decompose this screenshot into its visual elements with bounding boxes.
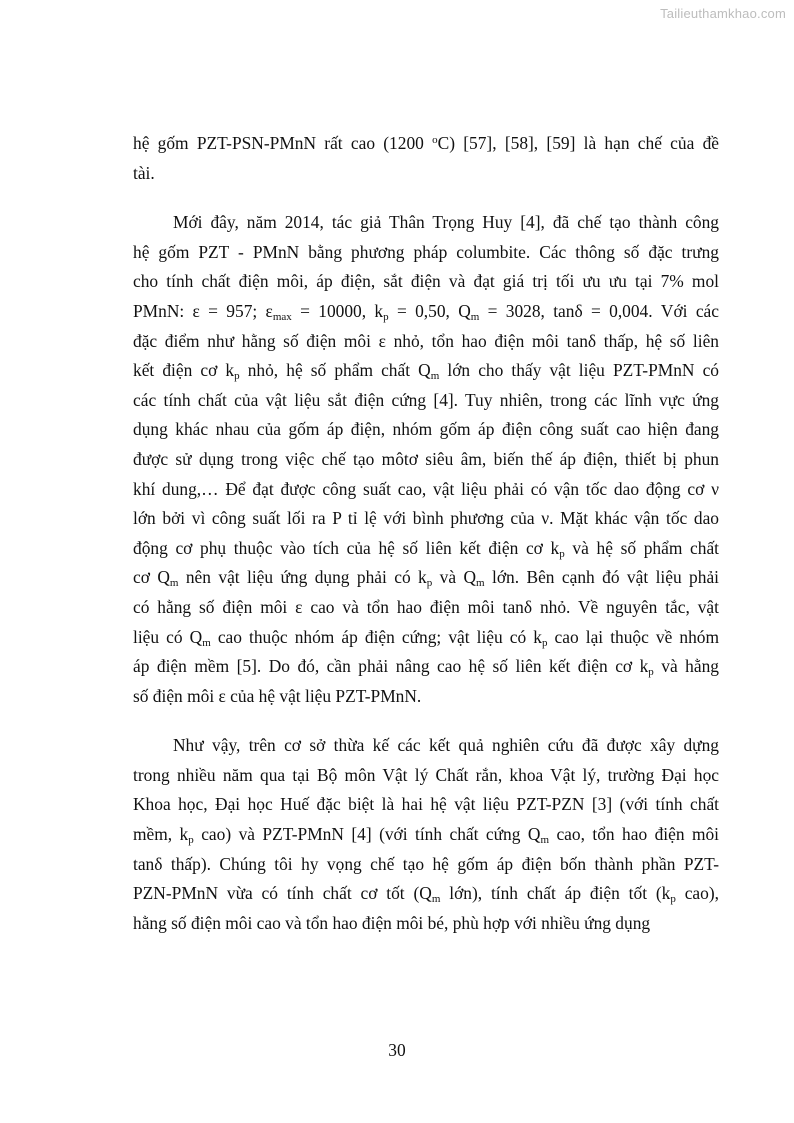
text-line: khí dung,… Để đạt được công suất cao, vật liệu phải có vận tốc dao động cơ ν: [133, 478, 719, 499]
superscript: o: [432, 134, 438, 146]
subscript: max: [272, 310, 292, 323]
text-line: Khoa học, Đại học Huế đặc biệt là hai hệ vật liệu PZT-PZN [3] (với tính chất: [133, 794, 719, 815]
text-line: số điện môi ε của hệ vật liệu PZT-PMnN.: [133, 685, 422, 706]
subscript: m: [470, 310, 480, 323]
text-line: các tính chất của vật liệu sắt điện cứng [4]. Tuy nhiên, trong các lĩnh vực ứng: [133, 389, 719, 410]
text-line: hệ gốm PZT - PMnN bằng phương pháp columbite. Các thông số đặc trưng: [133, 241, 719, 262]
text-line: áp điện mềm [5]. Do đó, cần phải nâng cao hệ số liên kết điện cơ $k_p$ và hằng: [133, 656, 719, 679]
text-line: có hằng số điện môi ε cao và tổn hao điện môi tanδ nhỏ. Về nguyên tắc, vật: [133, 596, 719, 617]
paragraph: [133, 208, 719, 711]
text-line: cho tính chất điện môi, áp điện, sắt điện và đạt giá trị tối ưu ưu tại 7% mol: [133, 271, 719, 292]
text-line: PMnN: ε = 957; $\varepsilon_{max} = 10000$, $k_p = 0,50$, $Q_m = 3028$, tanδ = 0,004. Với các: [133, 300, 719, 323]
text-line: Mới đây, năm 2014, tác giả Thân Trọng Huy [4], đã chế tạo thành công: [173, 212, 719, 233]
text-line: liệu có $Q_m$ cao thuộc nhóm áp điện cứng; vật liệu có $k_p$ cao lại thuộc về nhóm: [133, 626, 720, 649]
text-line: cơ $Q_m$ nên vật liệu ứng dụng phải có $k_p$ và $Q_m$ lớn. Bên cạnh đó vật liệu phải: [133, 567, 719, 590]
text-line: kết điện cơ $k_p$ nhỏ, hệ số phẩm chất $Q_m$ lớn cho thấy vật liệu PZT-PMnN có: [133, 360, 719, 383]
text-line: đặc điểm như hằng số điện môi ε nhỏ, tổn hao điện môi tanδ thấp, hệ số liên: [133, 330, 719, 351]
paragraph: [133, 731, 719, 938]
subscript: m: [430, 370, 440, 383]
text-line: hằng số điện môi cao và tổn hao điện môi bé, phù hợp với nhiều ứng dụng: [133, 912, 651, 933]
text-line: tài.: [133, 162, 155, 183]
subscript: p: [541, 636, 548, 649]
text-line: hệ gốm PZT-PSN-PMnN rất cao (1200 $^o$C) [57], [58], [59] là hạn chế của đề: [133, 133, 719, 153]
subscript: p: [426, 577, 433, 590]
subscript: m: [431, 893, 441, 906]
text-line: động cơ phụ thuộc vào tích của hệ số liên kết điện cơ $k_p$ và hệ số phẩm chất: [133, 537, 719, 560]
document-body: [133, 129, 719, 938]
text-line: mềm, $k_p$ cao) và PZT-PMnN [4] (với tính chất cứng $Q_m$ cao, tổn hao điện môi: [133, 824, 720, 847]
text-line: PZN-PMnN vừa có tính chất cơ tốt ($Q_m$ lớn), tính chất áp điện tốt ($k_p$ cao),: [133, 883, 719, 906]
text-line: trong nhiều năm qua tại Bộ môn Vật lý Chất rắn, khoa Vật lý, trường Đại học: [133, 764, 719, 785]
subscript: p: [188, 834, 194, 847]
text-line: tanδ thấp). Chúng tôi hy vọng chế tạo hệ gốm áp điện bốn thành phần PZT-: [133, 853, 719, 874]
paragraph: [133, 129, 719, 188]
subscript: m: [169, 577, 179, 590]
text-line: dụng khác nhau của gốm áp điện, nhóm gốm áp điện công suất cao hiện đang: [133, 419, 719, 440]
paragraph-gap: [133, 188, 719, 208]
subscript: p: [234, 370, 240, 383]
watermark: Tailieuthamkhao.com: [660, 6, 786, 21]
text-line: Như vậy, trên cơ sở thừa kế các kết quả nghiên cứu đã được xây dựng: [173, 735, 719, 756]
paragraph-gap: [133, 711, 719, 731]
text-line: được sử dụng trong việc chế tạo môtơ siêu âm, biến thế áp điện, thiết bị phun: [133, 448, 719, 469]
subscript: p: [670, 893, 676, 906]
text-line: lớn bởi vì công suất lối ra P tỉ lệ với bình phương của ν. Mặt khác vận tốc dao: [133, 508, 719, 529]
subscript: m: [540, 834, 550, 847]
subscript: p: [383, 310, 389, 323]
subscript: p: [559, 547, 565, 560]
page-number: 30: [388, 1040, 406, 1060]
subscript: m: [476, 577, 485, 590]
subscript: p: [648, 666, 654, 679]
subscript: m: [202, 636, 211, 649]
